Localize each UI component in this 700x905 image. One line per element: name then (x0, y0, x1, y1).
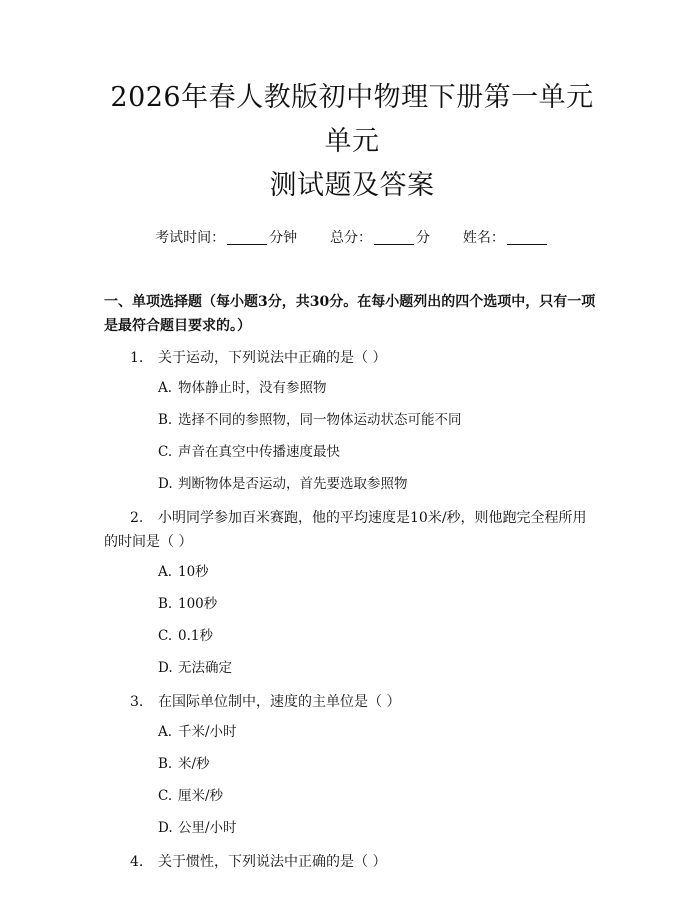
option-b (104, 594, 600, 614)
total-score-blank (374, 230, 414, 245)
exam-time-unit: 分钟 (269, 230, 298, 246)
option-text: 0.1秒 (178, 628, 213, 644)
option-a (104, 722, 600, 742)
option-text: 选择不同的参照物，同一物体运动状态可能不同 (178, 412, 462, 428)
option-text: 10秒 (178, 564, 209, 580)
option-a (104, 562, 600, 582)
question-number: 2. (130, 510, 144, 526)
option-text: 千米/小时 (178, 724, 237, 740)
option-b (104, 754, 600, 774)
option-c (104, 626, 600, 646)
question-3 (104, 690, 600, 714)
question-number: 3. (130, 694, 144, 710)
option-letter: A. (158, 380, 173, 396)
section-heading: 一、单项选择题（每小题3分，共30分。在每小题列出的四个选项中，只有一项是最符合题目要求的。） (104, 294, 596, 334)
title-line-1: 2026年春人教版初中物理下册第一单元单元 (110, 82, 594, 157)
option-letter: D. (158, 820, 173, 836)
option-letter: D. (158, 660, 173, 676)
option-text: 声音在真空中传播速度最快 (178, 444, 340, 460)
option-text: 无法确定 (178, 660, 232, 676)
total-score-label: 总分： (330, 230, 372, 246)
option-d (104, 474, 600, 494)
question-3-options (104, 722, 600, 838)
exam-time-blank (227, 230, 267, 245)
title-line-2: 测试题及答案 (269, 170, 435, 201)
option-c (104, 442, 600, 462)
option-c (104, 786, 600, 806)
option-text: 100秒 (178, 596, 218, 612)
document-title (104, 0, 600, 208)
student-name (463, 228, 549, 248)
option-text: 公里/小时 (178, 820, 237, 836)
option-a (104, 378, 600, 398)
question-4 (104, 850, 600, 874)
option-d (104, 658, 600, 678)
question-number: 1. (130, 350, 144, 366)
total-score (330, 228, 430, 248)
option-letter: B. (158, 412, 173, 428)
total-score-unit: 分 (416, 230, 430, 246)
option-letter: A. (158, 564, 173, 580)
exam-time-label: 考试时间： (155, 230, 226, 246)
question-text: 关于运动，下列说法中正确的是（ ） (158, 350, 387, 366)
question-text: 小明同学参加百米赛跑，他的平均速度是10米/秒，则他跑完全程所用的时间是（ ） (104, 510, 587, 550)
question-1 (104, 346, 600, 370)
question-1-options (104, 378, 600, 494)
option-letter: D. (158, 476, 173, 492)
option-letter: B. (158, 756, 173, 772)
exam-time (155, 228, 297, 248)
option-text: 物体静止时，没有参照物 (178, 380, 327, 396)
question-2-options (104, 562, 600, 678)
exam-meta (104, 228, 600, 248)
question-number: 4. (130, 854, 144, 870)
option-letter: C. (158, 628, 173, 644)
option-d (104, 818, 600, 838)
question-2 (104, 506, 600, 554)
student-name-blank (507, 230, 547, 245)
option-b (104, 410, 600, 430)
option-text: 米/秒 (178, 756, 210, 772)
option-letter: C. (158, 788, 173, 804)
option-letter: A. (158, 724, 173, 740)
option-text: 判断物体是否运动，首先要选取参照物 (178, 476, 408, 492)
option-letter: B. (158, 596, 173, 612)
question-text: 在国际单位制中，速度的主单位是（ ） (158, 694, 401, 710)
option-text: 厘米/秒 (178, 788, 224, 804)
question-text: 关于惯性，下列说法中正确的是（ ） (158, 854, 387, 870)
option-letter: C. (158, 444, 173, 460)
student-name-label: 姓名： (462, 230, 505, 246)
